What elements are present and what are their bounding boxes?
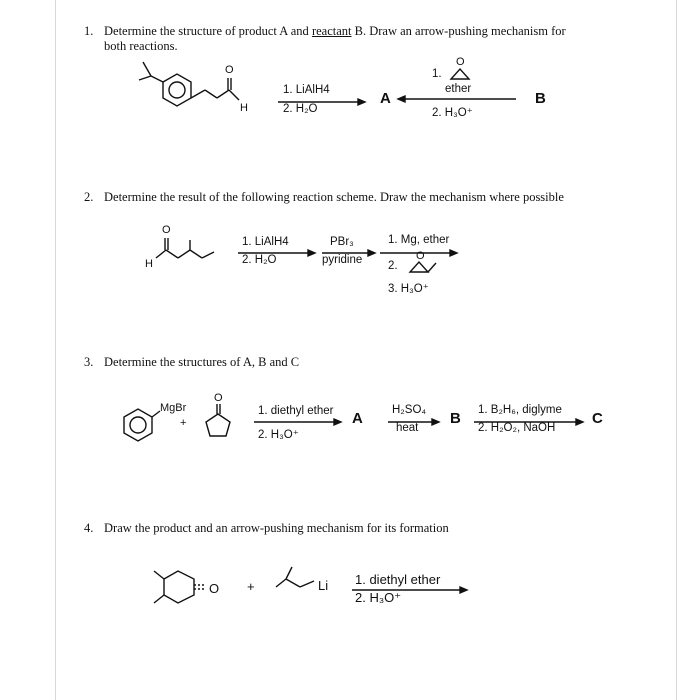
q4-step1: 1. diethyl ether [355, 572, 441, 587]
question-3 [84, 355, 299, 370]
q1-aldehyde-oxygen: O [225, 64, 234, 76]
q1-product-a: A [380, 90, 391, 107]
q2-epoxide-step: 2. [388, 260, 398, 272]
q4-lithium: Li [318, 578, 329, 593]
q2-reagent-step1: 1. LiAlH4 [242, 236, 289, 248]
question-4 [84, 521, 449, 536]
q1-reagent-step1: 1. LiAlH4 [283, 84, 330, 96]
q3-hydroboration-step2: 2. H₂O₂, NaOH [478, 422, 556, 434]
q3-ketone-oxygen: O [214, 392, 223, 404]
q1-arrow-left [398, 95, 518, 103]
q2-acid-step: 3. H₃O⁺ [388, 283, 429, 295]
q2-pbr3: PBr₃ [330, 236, 354, 248]
q1-epoxide-ring [449, 66, 473, 82]
q1-ether-label: ether [445, 83, 472, 95]
q1-aldehyde-hydrogen: H [240, 102, 248, 114]
q2-grignard-step: 1. Mg, ether [388, 234, 450, 246]
question-3-text: Determine the structures of A, B and C [104, 355, 300, 369]
q3-h2so4: H₂SO₄ [392, 404, 427, 416]
q1-aldehyde-structure [135, 58, 255, 118]
q1-epoxide-oxygen: O [456, 56, 465, 68]
q3-step1: 1. diethyl ether [258, 405, 334, 417]
q2-aldehyde-hydrogen: H [145, 258, 153, 270]
q2-aldehyde-structure [150, 232, 220, 266]
q3-cyclopentanone-structure [200, 402, 240, 442]
q1-acid-step: 2. H₃O⁺ [432, 107, 473, 119]
question-1-number: 1. [84, 24, 94, 38]
question-1-underlined: reactant [311, 24, 352, 38]
q1-epoxide-step: 1. [432, 68, 442, 80]
question-1-text-end: B. Draw an arrow-pushing mechanism for [351, 24, 566, 38]
question-2 [84, 190, 564, 205]
question-2-number: 2. [84, 190, 94, 204]
q4-ketone-oxygen: O [209, 581, 220, 596]
q3-product-b: B [450, 410, 461, 427]
q2-reagent-step2: 2. H₂O [242, 254, 277, 266]
q3-heat: heat [396, 422, 419, 434]
q3-step2: 2. H₃O⁺ [258, 429, 299, 441]
question-1-text-line2: both reactions. [104, 39, 178, 53]
q3-product-a: A [352, 410, 363, 427]
q2-epoxide-oxygen: O [416, 250, 425, 262]
q3-hydroboration-step1: 1. B₂H₆, diglyme [478, 404, 562, 416]
question-1 [84, 24, 566, 54]
q2-epoxide-ring [406, 259, 440, 275]
question-1-text: Determine the structure of product A and [104, 24, 312, 38]
q3-plus: + [180, 417, 187, 429]
q3-product-c: C [592, 410, 603, 427]
question-4-text: Draw the product and an arrow-pushing mechanism for its formation [104, 521, 449, 535]
q1-reagent-step2: 2. H₂O [283, 103, 318, 115]
q4-plus: + [247, 579, 255, 594]
q3-arrow-1 [254, 418, 344, 426]
q2-pyridine: pyridine [322, 254, 363, 266]
q4-alkyllithium-structure [272, 565, 322, 595]
question-2-text: Determine the result of the following reaction scheme. Draw the mechanism where possible [104, 190, 564, 204]
question-3-number: 3. [84, 355, 94, 369]
q1-reactant-b: B [535, 90, 546, 107]
question-4-number: 4. [84, 521, 94, 535]
q3-mgbr: MgBr [160, 402, 187, 414]
q2-aldehyde-oxygen: O [162, 224, 171, 236]
q4-step2: 2. H₃O⁺ [355, 590, 402, 605]
